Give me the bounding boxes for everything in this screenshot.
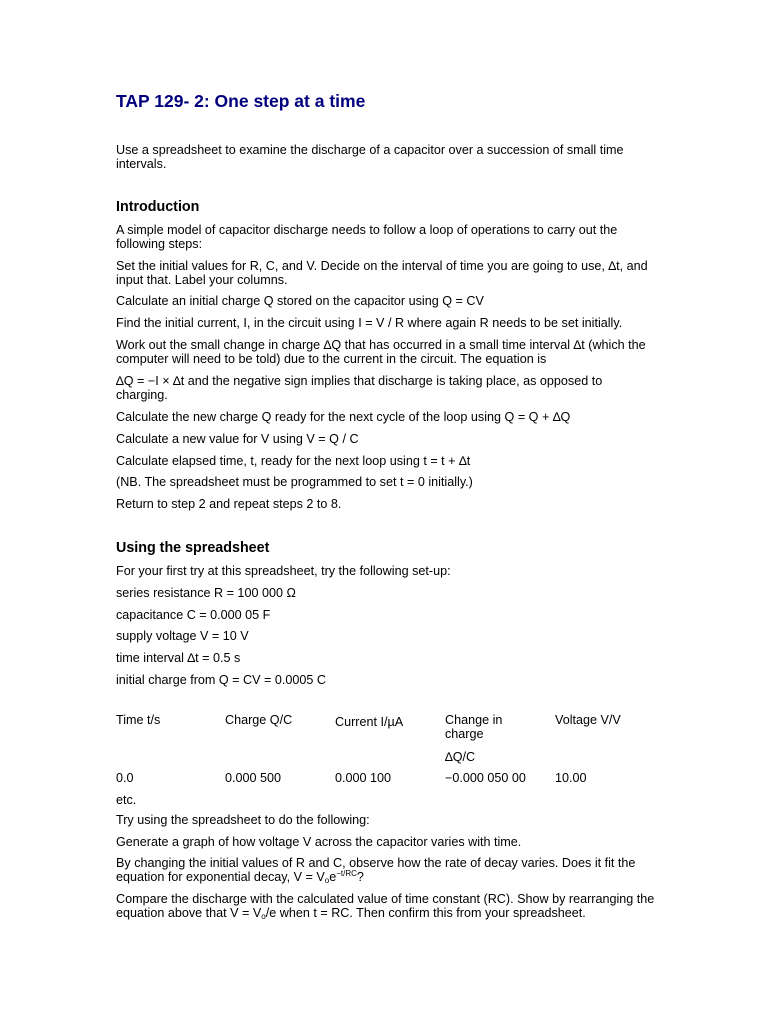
table-cell-charge: 0.000 500 (225, 771, 282, 785)
table-cell-change: −0.000 050 00 (445, 771, 526, 785)
introduction-heading: Introduction (116, 199, 200, 215)
tasks-lead: Try using the spreadsheet to do the following: (116, 813, 370, 827)
table-header-voltage: Voltage V/V (555, 713, 621, 727)
intro-paragraph: Use a spreadsheet to examine the discharge of a capacitor over a succession of small time intervals. (116, 143, 624, 172)
introduction-lead: A simple model of capacitor discharge needs to follow a loop of operations to carry out the following steps: (116, 223, 618, 252)
task-decay-end: ? (356, 870, 364, 885)
table-header-current: Current I/µA (335, 715, 404, 729)
task-decay-subscript: o (324, 876, 330, 886)
step-6: Calculate a new value for V using V = Q / C (116, 432, 359, 446)
step-4: Work out the small change in charge ∆Q that has occurred in a small time interval ∆t (which the computer will need to be told) due to the current in the circuit. The equation is (116, 338, 646, 367)
table-header-time: Time t/s (116, 713, 161, 727)
table-header-change: Change in charge (445, 713, 503, 742)
task-decay-e: e (329, 870, 337, 885)
spreadsheet-heading: Using the spreadsheet (116, 540, 270, 556)
task-time-constant (116, 892, 656, 921)
setup-capacitance: capacitance C = 0.000 05 F (116, 608, 271, 622)
task-time-constant-subscript: o (261, 912, 266, 922)
table-header-charge: Charge Q/C (225, 713, 293, 727)
table-header-delta-q: ∆Q/C (445, 750, 476, 764)
page-title: TAP 129- 2: One step at a time (116, 91, 366, 111)
task-time-constant-end: /e when t = RC. Then confirm this from your spreadsheet. (265, 906, 586, 921)
task-decay-text: By changing the initial values of R and C, observe how the rate of decay varies. Does it fit the equation for exponential decay, V = V (116, 856, 636, 885)
step-5: Calculate the new charge Q ready for the next cycle of the loop using Q = Q + ∆Q (116, 410, 571, 424)
step-1: Set the initial values for R, C, and V. Decide on the interval of time you are going to use, ∆t, and input that. Label your columns. (116, 259, 648, 288)
step-4-equation: ∆Q = −I × ∆t and the negative sign implies that discharge is taking place, as opposed to charging. (116, 374, 603, 403)
table-etc: etc. (116, 793, 137, 807)
spreadsheet-table (116, 713, 656, 803)
step-7-note: (NB. The spreadsheet must be programmed to set t = 0 initially.) (116, 475, 473, 489)
setup-time-interval: time interval ∆t = 0.5 s (116, 651, 241, 665)
setup-initial-charge: initial charge from Q = CV = 0.0005 C (116, 673, 326, 687)
table-cell-voltage: 10.00 (555, 771, 587, 785)
step-7: Calculate elapsed time, t, ready for the next loop using t = t + ∆t (116, 454, 471, 468)
step-3: Find the initial current, I, in the circuit using I = V / R where again R needs to be set initially. (116, 316, 623, 330)
step-8: Return to step 2 and repeat steps 2 to 8. (116, 497, 342, 511)
table-cell-time: 0.0 (116, 771, 134, 785)
task-graph: Generate a graph of how voltage V across the capacitor varies with time. (116, 835, 522, 849)
setup-resistance: series resistance R = 100 000 Ω (116, 586, 296, 600)
task-decay-exponent: −t/RC (336, 869, 357, 879)
spreadsheet-lead: For your first try at this spreadsheet, try the following set-up: (116, 564, 451, 578)
table-cell-current: 0.000 100 (335, 771, 392, 785)
task-decay (116, 856, 656, 885)
step-2: Calculate an initial charge Q stored on the capacitor using Q = CV (116, 294, 484, 308)
task-time-constant-text: Compare the discharge with the calculated value of time constant (RC). Show by rearranging the equation above that V = V (116, 892, 655, 921)
setup-voltage: supply voltage V = 10 V (116, 629, 249, 643)
